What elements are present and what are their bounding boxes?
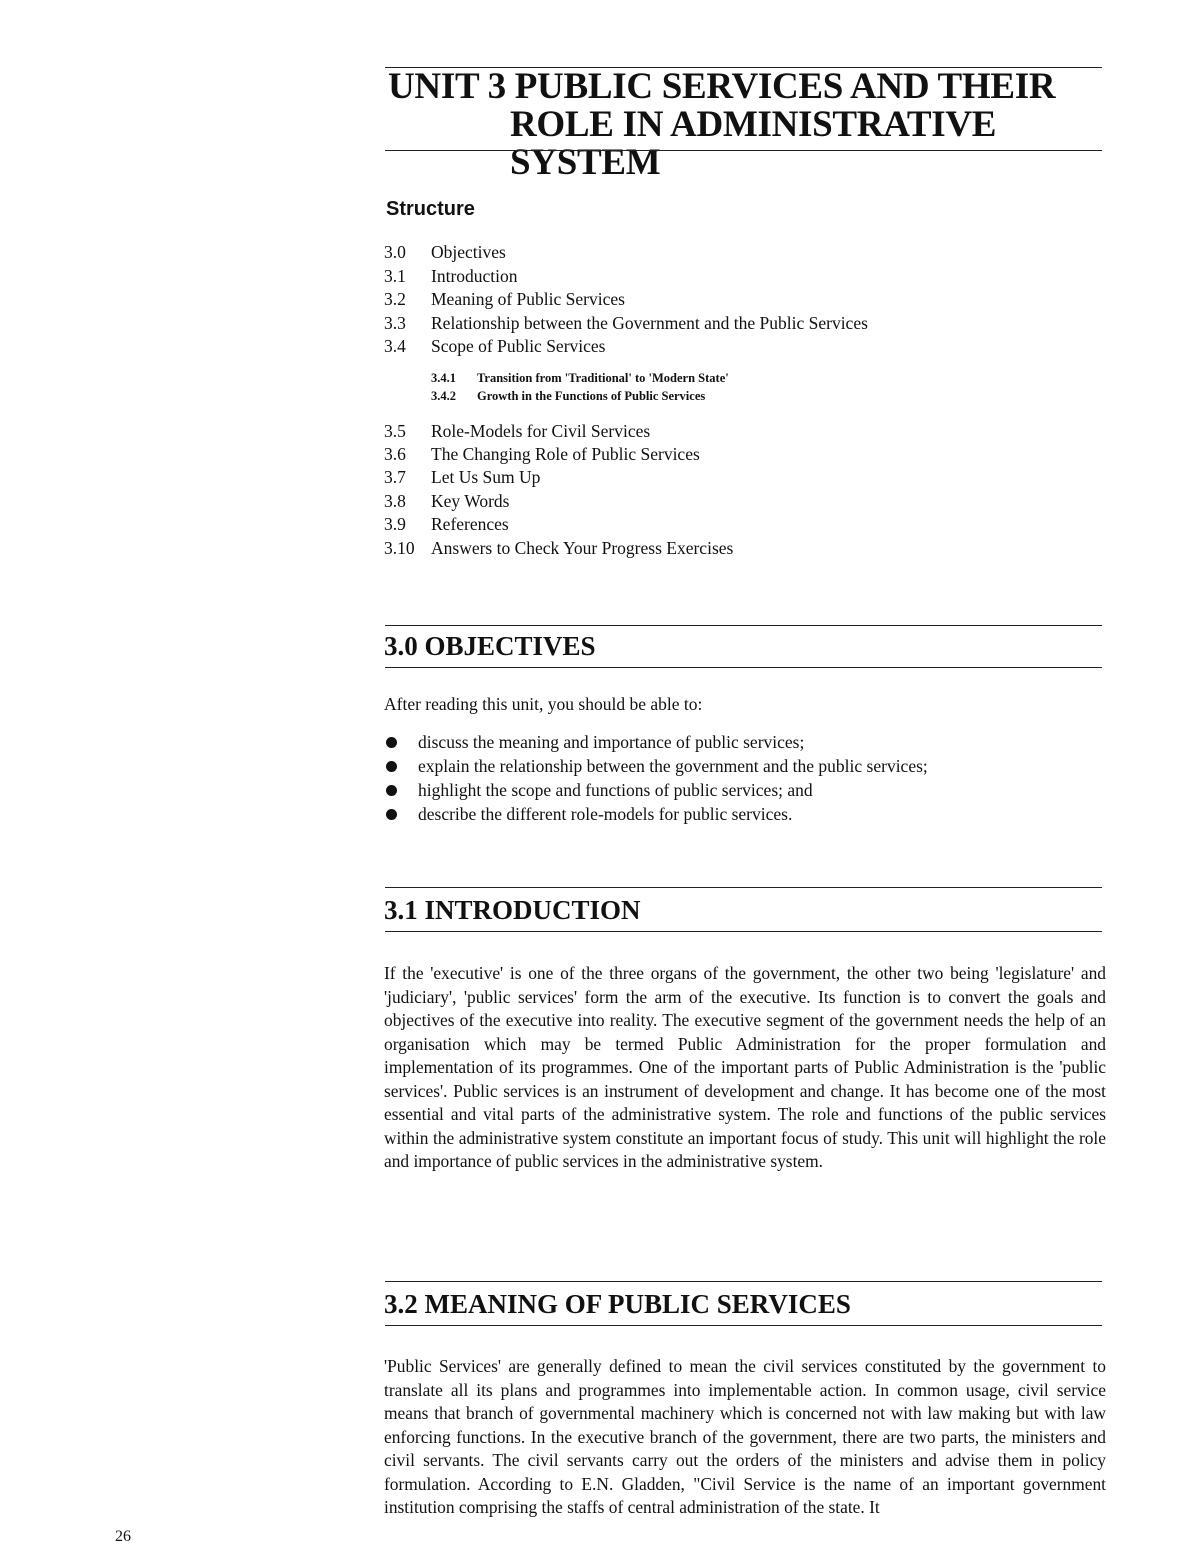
introduction-paragraph: If the 'executive' is one of the three organs of the government, the other two being 'legislature' and 'judiciary', 'public services' form the arm of the executive. Its function is to convert the goals and objectives of the executive into reality. The executive segment of the government needs the help of an organisation which may be termed Public Administration for the proper formulation and implementation of its programmes. One of the important parts of Public Administration is the 'public services'. Public services is an instrument of development and change. It has become one of the most essential and vital parts of the administrative system. The role and functions of the public services within the administrative system constitute an important focus of study. This unit will highlight the role and importance of public services in the administrative system. bbox=[384, 963, 1106, 1171]
toc-label: The Changing Role of Public Services bbox=[431, 444, 700, 464]
bullet-icon bbox=[386, 809, 397, 820]
toc-item bbox=[384, 489, 509, 513]
list-item bbox=[384, 754, 928, 778]
toc-item bbox=[384, 334, 605, 358]
toc-number: 3.2 bbox=[384, 289, 406, 309]
toc-label: Let Us Sum Up bbox=[431, 467, 541, 487]
section-heading-introduction: 3.1 INTRODUCTION bbox=[384, 895, 641, 925]
unit-title-line-2: ROLE IN ADMINISTRATIVE SYSTEM bbox=[510, 104, 997, 183]
section-heading-objectives: 3.0 OBJECTIVES bbox=[384, 631, 596, 661]
toc-item bbox=[384, 512, 509, 536]
toc-label: Key Words bbox=[431, 491, 510, 511]
toc-label: Relationship between the Government and the Public Services bbox=[431, 313, 868, 333]
toc-item bbox=[384, 311, 868, 335]
toc-sub-item bbox=[431, 369, 729, 387]
toc-number: 3.3 bbox=[384, 313, 406, 333]
meaning-paragraph: 'Public Services' are generally defined to mean the civil services constituted by the government to translate all its plans and programmes into implementable action. In common usage, civil service means that branch of governmental machinery which is concerned not with law making but with law enforcing functions. In the executive branch of the government, there are two parts, the ministers and civil servants. The civil servants carry out the orders of the ministers and advise them in policy formulation. According to E.N. Gladden, "Civil Service is the name of an important government institution comprising the staffs of central administration of the state. It bbox=[384, 1356, 1106, 1517]
section-rule bbox=[385, 667, 1102, 668]
bullet-icon bbox=[386, 737, 397, 748]
toc-number: 3.9 bbox=[384, 514, 406, 534]
toc-number: 3.8 bbox=[384, 491, 406, 511]
toc-label: Growth in the Functions of Public Services bbox=[477, 389, 706, 403]
list-item-text: explain the relationship between the government and the public services; bbox=[418, 756, 928, 776]
objectives-intro: After reading this unit, you should be able to: bbox=[384, 694, 703, 714]
section-rule bbox=[385, 1281, 1102, 1282]
list-item bbox=[384, 778, 928, 802]
section-rule bbox=[385, 625, 1102, 626]
unit-title bbox=[388, 68, 1108, 182]
toc-label: References bbox=[431, 514, 509, 534]
list-item-text: highlight the scope and functions of public services; and bbox=[418, 780, 813, 800]
toc-item bbox=[384, 264, 518, 288]
bullet-icon bbox=[386, 761, 397, 772]
toc-label: Answers to Check Your Progress Exercises bbox=[431, 538, 734, 558]
toc-number: 3.4 bbox=[384, 336, 406, 356]
toc-number: 3.1 bbox=[384, 266, 406, 286]
bullet-icon bbox=[386, 785, 397, 796]
structure-heading: Structure bbox=[386, 198, 475, 220]
title-bottom-rule bbox=[385, 150, 1102, 151]
toc-item bbox=[384, 442, 700, 466]
toc-number: 3.7 bbox=[384, 467, 406, 487]
section-rule bbox=[385, 931, 1102, 932]
toc-number: 3.5 bbox=[384, 421, 406, 441]
toc-number: 3.4.2 bbox=[431, 389, 456, 403]
list-item-text: describe the different role-models for public services. bbox=[418, 804, 793, 824]
toc-number: 3.6 bbox=[384, 444, 406, 464]
section-heading-meaning: 3.2 MEANING OF PUBLIC SERVICES bbox=[384, 1289, 851, 1319]
list-item bbox=[384, 730, 928, 754]
toc-label: Role-Models for Civil Services bbox=[431, 421, 651, 441]
toc-label: Introduction bbox=[431, 266, 518, 286]
toc-item bbox=[384, 419, 650, 443]
toc-label: Transition from 'Traditional' to 'Modern State' bbox=[477, 371, 729, 385]
objectives-list bbox=[384, 730, 928, 826]
toc-item bbox=[384, 465, 540, 489]
unit-title-line-1: UNIT 3 PUBLIC SERVICES AND THEIR bbox=[388, 66, 1056, 107]
toc-item bbox=[384, 287, 625, 311]
section-rule bbox=[385, 1325, 1102, 1326]
toc-number: 3.4.1 bbox=[431, 371, 456, 385]
toc-sub-item bbox=[431, 387, 705, 405]
page-number: 26 bbox=[115, 1528, 131, 1545]
section-rule bbox=[385, 887, 1102, 888]
toc-number: 3.10 bbox=[384, 538, 415, 558]
toc-label: Scope of Public Services bbox=[431, 336, 606, 356]
list-item bbox=[384, 802, 928, 826]
toc-item bbox=[384, 240, 506, 264]
toc-item bbox=[384, 536, 733, 560]
toc-number: 3.0 bbox=[384, 242, 406, 262]
toc-label: Objectives bbox=[431, 242, 506, 262]
toc-label: Meaning of Public Services bbox=[431, 289, 625, 309]
list-item-text: discuss the meaning and importance of public services; bbox=[418, 732, 805, 752]
